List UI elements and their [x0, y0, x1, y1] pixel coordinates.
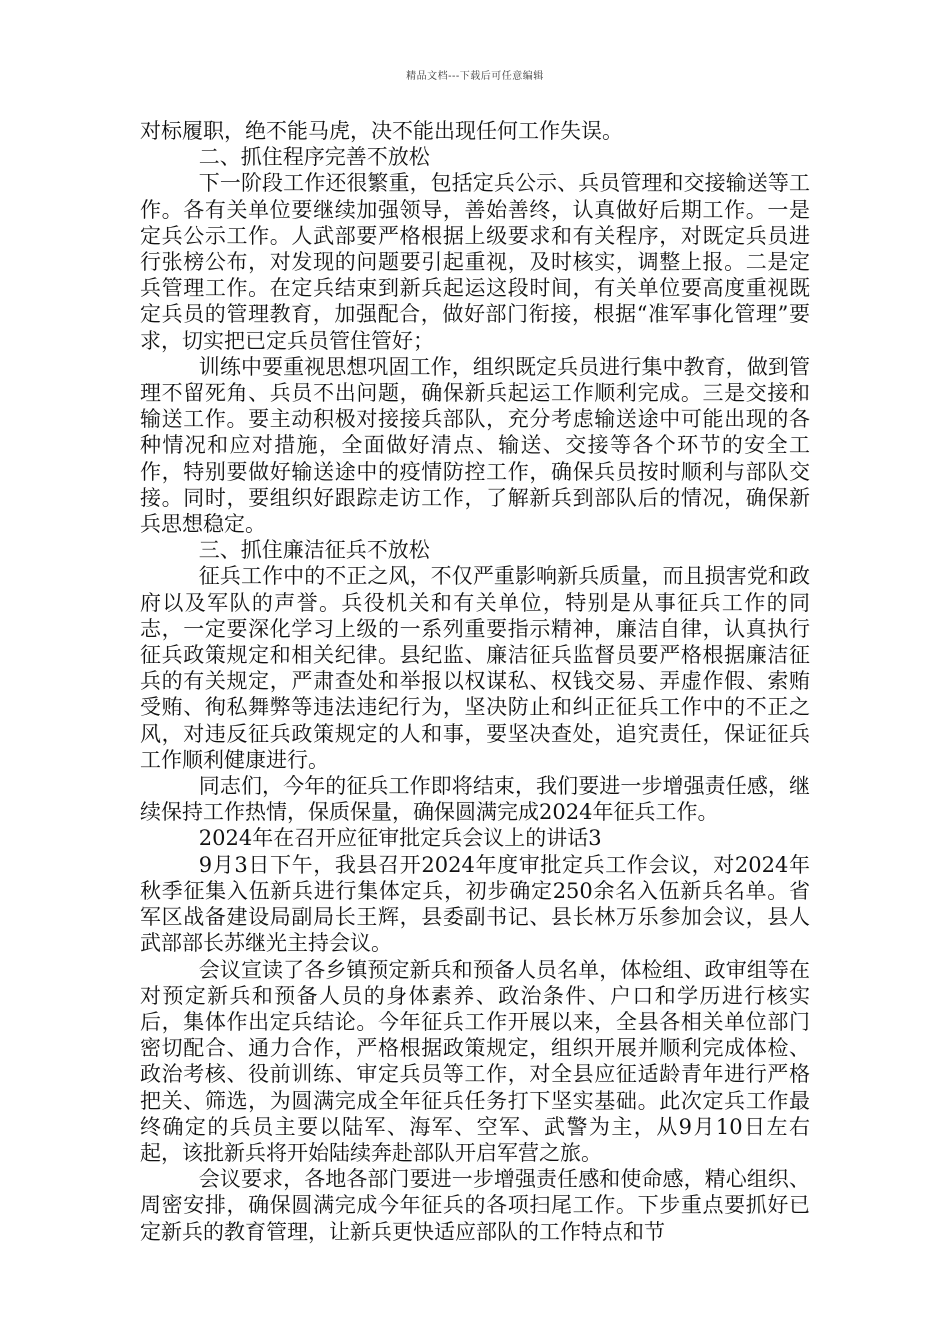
- paragraph-6: 征兵工作中的不正之风，不仅严重影响新兵质量，而且损害党和政府以及军队的声誉。兵役机关和有关单位，特别是从事征兵工作的同志，一定要深化学习上级的一系列重要指示精神，廉洁自律，认真执行征兵政策规定和相关纪律。县纪监、廉洁征兵监督员要严格根据廉洁征兵的有关规定，严肃查处和举报以权谋私、权钱交易、弄虚作假、索贿受贿、徇私舞弊等违法违纪行为，坚决防止和纠正征兵工作中的不正之风，对违反征兵政策规定的人和事，要坚决查处，追究责任，保证征兵工作顺利健康进行。: [140, 564, 810, 772]
- document-body: [140, 118, 810, 1245]
- paragraph-9: 9月3日下午，我县召开2024年度审批定兵工作会议，对2024年秋季征集入伍新兵进行集体定兵，初步确定250余名入伍新兵名单。省军区战备建设局副局长王辉，县委副书记、县长林万乐参加会议，县人武部部长苏继光主持会议。: [140, 852, 810, 956]
- paragraph-3: 下一阶段工作还很繁重，包括定兵公示、兵员管理和交接输送等工作。各有关单位要继续加强领导，善始善终，认真做好后期工作。一是定兵公示工作。人武部要严格根据上级要求和有关程序，对既定兵员进行张榜公布，对发现的问题要引起重视，及时核实，调整上报。二是定兵管理工作。在定兵结束到新兵起运这段时间，有关单位要高度重视既定兵员的管理教育，加强配合，做好部门衔接，根据“准军事化管理”要求，切实把已定兵员管住管好；: [140, 171, 810, 353]
- paragraph-1: 对标履职，绝不能马虎，决不能出现任何工作失误。: [140, 119, 623, 143]
- paragraph-10: 会议宣读了各乡镇预定新兵和预备人员名单，体检组、政审组等在对预定新兵和预备人员的身体素养、政治条件、户口和学历进行核实后，集体作出定兵结论。今年征兵工作开展以来，全县各相关单位部门密切配合、通力合作，严格根据政策规定，组织开展并顺利完成体检、政治考核、役前训练、审定兵员等工作，对全县应征适龄青年进行严格把关、筛选，为圆满完成全年征兵任务打下坚实基础。此次定兵工作最终确定的兵员主要以陆军、海军、空军、武警为主，从9月10日左右起，该批新兵将开始陆续奔赴部队开启军营之旅。: [140, 957, 810, 1165]
- speech-title: 2024年在召开应征审批定兵会议上的讲话3: [198, 826, 602, 851]
- paragraph-11: 会议要求，各地各部门要进一步增强责任感和使命感，精心组织、周密安排，确保圆满完成今年征兵的各项扫尾工作。下步重点要抓好已定新兵的教育管理，让新兵更快适应部队的工作特点和节: [140, 1167, 810, 1244]
- paragraph-4: 训练中要重视思想巩固工作，组织既定兵员进行集中教育，做到管理不留死角、兵员不出问题，确保新兵起运工作顺利完成。三是交接和输送工作。要主动积极对接接兵部队，充分考虑输送途中可能出现的各种情况和应对措施，全面做好清点、输送、交接等各个环节的安全工作，特别要做好输送途中的疫情防控工作，确保兵员按时顺利与部队交接。同时，要组织好跟踪走访工作，了解新兵到部队后的情况，确保新兵思想稳定。: [140, 354, 810, 537]
- paragraph-7: 同志们，今年的征兵工作即将结束，我们要进一步增强责任感，继续保持工作热情，保质保量，确保圆满完成2024年征兵工作。: [140, 774, 810, 825]
- page-header: 精品文档---下载后可任意编辑: [406, 71, 544, 82]
- section-heading-2: 二、抓住程序完善不放松: [198, 145, 430, 170]
- section-heading-5: 三、抓住廉洁征兵不放松: [198, 538, 430, 563]
